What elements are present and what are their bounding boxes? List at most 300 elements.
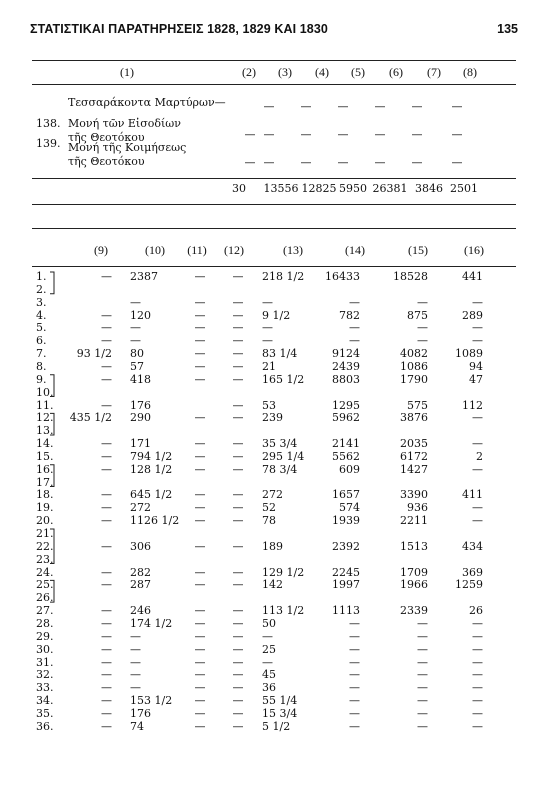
table-cell: — [194,501,206,515]
row-number: 11. [36,398,54,412]
table-cell: — [472,295,483,309]
table-cell: — [101,539,112,553]
table-cell: — [337,128,349,141]
table-cell: — [472,321,483,335]
table-cell: 165 1/2 [262,372,305,386]
row-number: 138. [36,117,61,130]
column-header: (7) [427,65,441,79]
total-cell: 13556 [263,182,299,195]
table-cell: 94 [469,359,483,373]
column-header: (6) [389,65,403,79]
table-cell: — [417,655,428,669]
row-number: 8. [36,359,47,373]
table-cell: — [194,616,206,630]
total-cell: 5950 [339,182,367,195]
table-cell: — [349,706,360,720]
table-cell: — [232,668,244,682]
table-cell: 1657 [332,488,360,502]
table-cell: — [472,411,483,425]
table-cell: 1966 [400,578,428,592]
row-number: 32. [36,668,54,682]
table-cell: — [130,655,141,669]
table-cell: 174 1/2 [130,616,173,630]
table-cell: 8803 [332,372,360,386]
table-cell: — [130,334,141,348]
table-cell: — [194,514,206,528]
row-number: 9. [36,372,47,386]
table-cell: — [232,449,244,463]
table-cell: 3876 [400,411,428,425]
table-cell: — [194,359,206,373]
table-cell: 53 [262,398,276,412]
table-cell: — [349,321,360,335]
table-cell: — [194,604,206,618]
table-cell: — [472,655,483,669]
monastery-name: Μονή τῶν Εἰσοδίων [68,117,181,130]
table-cell: — [374,128,386,141]
table-cell: — [417,694,428,708]
table-cell: 1939 [332,514,360,528]
row-number: 31. [36,655,54,669]
row-number: 3. [36,295,47,309]
table-cell: — [232,411,244,425]
table-cell: 609 [339,462,360,476]
table-cell: — [101,334,112,348]
table-cell: — [417,668,428,682]
table-cell: — [101,321,112,335]
table-cell: — [194,706,206,720]
table-cell: — [232,308,244,322]
table-cell: — [451,128,463,141]
row-number: 139. [36,137,61,150]
table-cell: — [232,321,244,335]
table-cell: — [337,156,349,169]
table-cell: — [194,655,206,669]
total-cell: 30 [232,182,246,195]
table-cell: 1513 [400,539,428,553]
table-cell: 435 1/2 [69,411,112,425]
table-cell: — [194,719,206,733]
monastery-name: τῆς Θεοτόκου [68,131,145,144]
column-header: (8) [463,65,477,79]
table-cell: — [349,642,360,656]
table-cell: — [417,334,428,348]
table-cell: 5562 [332,449,360,463]
table-cell: 6172 [400,449,428,463]
table-cell: — [472,334,483,348]
table-cell: 1259 [455,578,483,592]
table-cell: — [130,629,141,643]
table-cell: — [232,514,244,528]
table-cell: 1709 [400,565,428,579]
table-cell: 47 [469,372,483,386]
table-cell: — [194,488,206,502]
table-cell: — [101,462,112,476]
table-cell: 45 [262,668,276,682]
table-cell: — [232,270,244,283]
table-cell: — [300,128,312,141]
table-cell: — [263,156,275,169]
table-cell: — [194,308,206,322]
table-cell: 2439 [332,359,360,373]
table-cell: 35 3/4 [262,437,298,451]
table-cell: — [472,642,483,656]
table-cell: — [101,565,112,579]
row-number: 5. [36,321,47,335]
table-cell: — [262,321,273,335]
column-header: (2) [242,65,256,79]
page-header [30,22,518,40]
table-cell: — [374,100,386,113]
table-cell: 441 [462,270,483,283]
table-cell: 2035 [400,437,428,451]
table-cell: — [300,156,312,169]
header-rule [32,84,516,85]
table-cell: — [232,604,244,618]
table-cell: 80 [130,347,144,361]
table-cell: — [101,398,112,412]
table-cell: — [472,501,483,515]
table-cell: — [417,706,428,720]
table-cell: 575 [407,398,428,412]
table-cell: — [417,616,428,630]
monastery-name: Τεσσαράκοντα Μαρτύρων— [68,96,226,109]
table-cell: — [194,681,206,695]
row-number: 4. [36,308,47,322]
table-cell: — [194,694,206,708]
table-cell: 369 [462,565,483,579]
table-cell: — [263,128,275,141]
table-cell: — [349,629,360,643]
table-cell: 295 1/4 [262,449,305,463]
table-cell: — [194,270,206,283]
table-cell: — [194,668,206,682]
table-cell: 1997 [332,578,360,592]
table-cell: — [232,359,244,373]
table-cell: — [472,719,483,733]
table-cell: 18528 [393,270,428,283]
table-cell: — [194,462,206,476]
row-number: 35. [36,706,54,720]
table-cell: — [101,308,112,322]
row-number: 18. [36,488,54,502]
table-cell: — [130,681,141,695]
total-cell: 2501 [450,182,478,195]
row-number: 21. [36,527,54,540]
table-cell: — [232,565,244,579]
table-cell: — [232,719,244,733]
table-cell: — [194,449,206,463]
table-cell: 239 [262,411,283,425]
table-cell: — [101,681,112,695]
table-cell: — [263,100,275,113]
table-cell: — [262,629,273,643]
table-cell: 25 [262,642,276,656]
table-cell: — [232,437,244,451]
row-number: 15. [36,449,54,463]
table-cell: 176 [130,398,151,412]
table-cell: — [101,501,112,515]
table-cell: — [349,668,360,682]
table-cell: — [194,539,206,553]
table-cell: — [472,694,483,708]
row-number: 17. [36,475,54,489]
table-cell: 153 1/2 [130,694,173,708]
table-cell: 2339 [400,604,428,618]
table-cell: 74 [130,719,144,733]
row-number: 28. [36,616,54,630]
page-number: 135 [497,22,518,36]
row-number: 19. [36,501,54,515]
row-number: 2. [36,282,47,296]
table-cell: 282 [130,565,151,579]
table-cell: — [101,616,112,630]
table-cell: — [194,565,206,579]
table-cell: 1295 [332,398,360,412]
table-cell: — [349,694,360,708]
row-number: 36. [36,719,54,733]
row-number: 14. [36,437,54,451]
table-cell: — [472,437,483,451]
table-cell: 2392 [332,539,360,553]
table-cell: 272 [262,488,283,502]
table-cell: 5962 [332,411,360,425]
column-header: (10) [145,243,165,257]
table-cell: — [417,629,428,643]
table-cell: — [349,295,360,309]
table-cell: 83 1/4 [262,347,298,361]
row-number: 13. [36,424,54,438]
top-rule [32,60,516,61]
table-cell: — [101,719,112,733]
table-cell: — [349,681,360,695]
table-cell: 246 [130,604,151,618]
table-cell: 411 [462,488,483,502]
table-cell: — [194,321,206,335]
table-cell: — [101,642,112,656]
table-cell: — [101,629,112,643]
table-cell: 50 [262,616,276,630]
table-cell: 113 1/2 [262,604,305,618]
table-cell: 434 [462,539,483,553]
table-cell: 2141 [332,437,360,451]
table-cell: — [130,295,141,309]
table-cell: — [101,488,112,502]
table-cell: 2211 [400,514,428,528]
table-cell: 574 [339,501,360,515]
table-cell: 418 [130,372,151,386]
table-cell: 120 [130,308,151,322]
column-header: (1) [120,65,134,79]
table-cell: — [232,334,244,348]
table-cell: — [130,668,141,682]
table-cell: — [262,334,273,348]
row-number: 29. [36,629,54,643]
table-cell: 78 [262,514,276,528]
table-cell: 112 [462,398,483,412]
table-cell: — [194,372,206,386]
row-number: 20. [36,514,54,528]
table-cell: — [472,514,483,528]
table-cell: 129 1/2 [262,565,305,579]
column-header: (15) [408,243,428,257]
monastery-name: Μονή τῆς Κοιμήσεως [68,141,187,154]
table-cell: — [232,629,244,643]
table-cell: — [411,128,423,141]
table-cell: — [194,629,206,643]
table-cell: — [349,334,360,348]
table-cell: 4082 [400,347,428,361]
table-cell: — [101,359,112,373]
table-cell: — [101,372,112,386]
table-cell: — [244,156,256,169]
table-cell: — [472,462,483,476]
table-cell: — [130,321,141,335]
table-cell: 36 [262,681,276,695]
table-cell: 1427 [400,462,428,476]
column-header: (9) [94,243,108,257]
table-cell: — [194,347,206,361]
table-cell: — [349,719,360,733]
table-cell: — [232,347,244,361]
table-cell: 26 [469,604,483,618]
table-cell: — [337,100,349,113]
table-cell: — [411,156,423,169]
table-cell: — [417,321,428,335]
table-cell: — [232,372,244,386]
table-cell: — [232,462,244,476]
column-header: (13) [283,243,303,257]
total-cell: 26381 [372,182,408,195]
table-cell: — [101,449,112,463]
table-cell: — [232,681,244,695]
table-cell: 2 [476,449,483,463]
column-header: (3) [278,65,292,79]
column-header: (16) [464,243,484,257]
table2-header-rule [32,266,516,267]
table-cell: — [244,128,256,141]
row-number: 30. [36,642,54,656]
row-number: 16. [36,462,54,476]
table-cell: — [232,578,244,592]
table-cell: 2245 [332,565,360,579]
column-header: (12) [224,243,244,257]
table-cell: — [472,681,483,695]
row-number: 34. [36,694,54,708]
column-header: (5) [351,65,365,79]
table-cell: 176 [130,706,151,720]
column-header: (14) [345,243,365,257]
table-cell: 782 [339,308,360,322]
table-cell: — [411,100,423,113]
row-number: 6. [36,334,47,348]
table-cell: — [349,655,360,669]
table-cell: 272 [130,501,151,515]
table-cell: — [194,578,206,592]
row-number: 26. [36,591,54,605]
table-cell: 93 1/2 [76,347,112,361]
table-cell: — [451,100,463,113]
table-cell: 142 [262,578,283,592]
table-cell: 1126 1/2 [130,514,180,528]
table-cell: 9 1/2 [262,308,291,322]
table-cell: — [417,681,428,695]
table-cell: — [130,642,141,656]
table-cell: — [262,295,273,309]
table-cell: — [232,295,244,309]
table-cell: — [194,642,206,656]
table-cell: — [194,334,206,348]
row-number: 12. [36,411,54,425]
row-number: 1. [36,270,47,283]
table-cell: — [472,629,483,643]
table-cell: 171 [130,437,151,451]
table-cell: — [101,604,112,618]
totals-rule [32,178,516,179]
table-cell: — [417,295,428,309]
table-cell: — [232,501,244,515]
table-cell: — [472,616,483,630]
table-cell: — [232,488,244,502]
table-cell: 16433 [325,270,360,283]
table-cell: 1086 [400,359,428,373]
row-bracket [50,272,54,294]
table-cell: 15 3/4 [262,706,298,720]
row-number: 22. [36,539,54,553]
table-cell: — [194,437,206,451]
row-number: 25. [36,578,54,592]
table-cell: — [262,655,273,669]
table-cell: — [194,411,206,425]
column-header: (11) [187,243,207,257]
table-cell: 936 [407,501,428,515]
table-cell: 1113 [332,604,360,618]
table-cell: — [194,295,206,309]
table-cell: 306 [130,539,151,553]
table2-top-rule [32,228,516,229]
table-cell: — [101,694,112,708]
table-cell: — [101,270,112,283]
table-cell: 57 [130,359,144,373]
table-cell: 290 [130,411,151,425]
table-cell: — [232,398,244,412]
table-cell: 1089 [455,347,483,361]
table-cell: 1790 [400,372,428,386]
table-cell: 52 [262,501,276,515]
table-cell: 3390 [400,488,428,502]
row-number: 23. [36,552,54,566]
table-cell: — [232,694,244,708]
table-cell: — [232,616,244,630]
table-cell: 78 3/4 [262,462,298,476]
table-cell: — [232,539,244,553]
table-cell: 287 [130,578,151,592]
table-cell: 875 [407,308,428,322]
row-number: 10. [36,385,54,399]
table-cell: — [232,642,244,656]
table-cell: — [232,655,244,669]
table-cell: — [101,668,112,682]
table-cell: — [451,156,463,169]
table-cell: 21 [262,359,276,373]
column-header: (4) [315,65,329,79]
running-title: ΣΤΑΤΙΣΤΙΚΑΙ ΠΑΡΑΤΗΡΗΣΕΙΣ 1828, 1829 ΚΑΙ 1830 [30,22,328,36]
monastery-name: τῆς Θεοτόκου [68,155,145,168]
table-cell: — [300,100,312,113]
table-cell: — [472,668,483,682]
table-cell: 289 [462,308,483,322]
row-number: 7. [36,347,47,361]
